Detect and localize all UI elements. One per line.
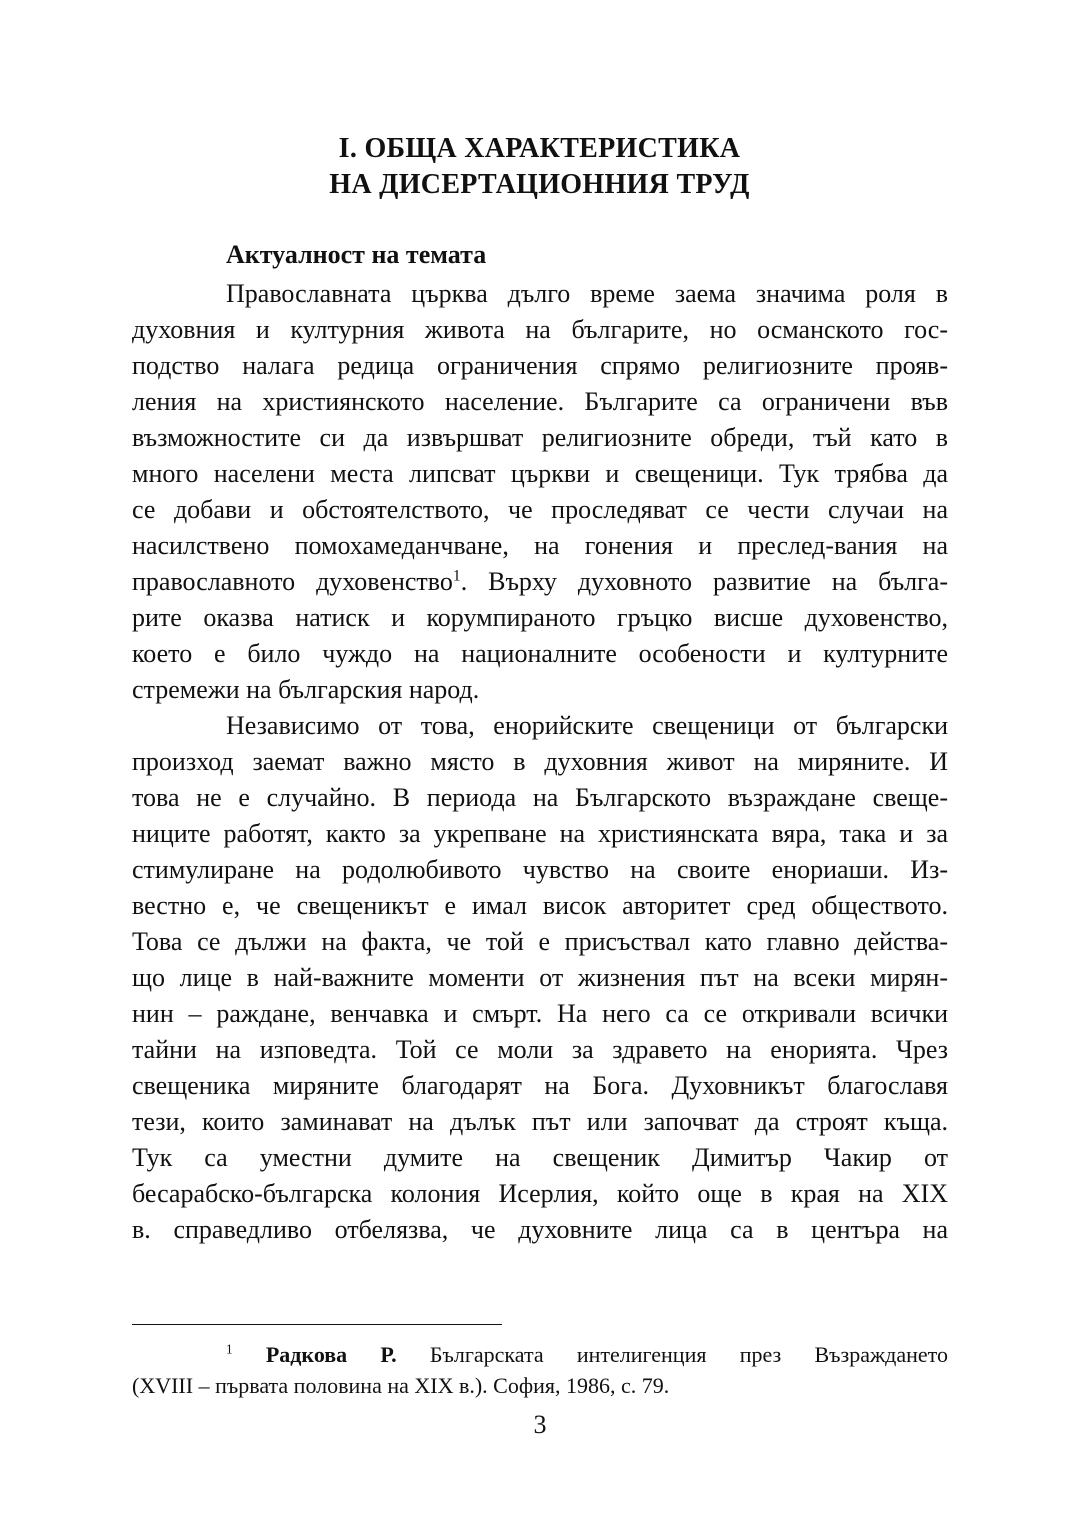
chapter-title-line-1: I. ОБЩА ХАРАКТЕРИСТИКА (338, 133, 741, 164)
body-line: в. справедливо отбелязва, че духовните лица са в центъра на (132, 1215, 948, 1244)
footnote-line-1 (226, 1341, 948, 1369)
footnote-author: Радкова Р. (265, 1342, 397, 1367)
body-line: духовния и културния живота на българите, но османското гос- (132, 315, 948, 344)
body-line: тези, които заминават на дълък път или започват да строят къща. (132, 1107, 948, 1136)
body-line: това не е случайно. В периода на Българското възраждане свеще- (132, 783, 948, 812)
body-line: що лице в най-важните моменти от жизнения път на всеки мирян- (132, 963, 948, 992)
body-line: Това се дължи на факта, че той е присъствал като главно действа- (132, 927, 948, 956)
body-line: Православната църква дълго време заема значима роля в (226, 279, 948, 308)
body-line-with-footnote (132, 567, 948, 597)
footnote-line-2: (XVIII – първата половина на XIX в.). София, 1986, с. 79. (132, 1373, 670, 1398)
body-line: рите оказва натиск и корумпираното гръцко висше духовенство, (132, 603, 948, 632)
body-line: стимулиране на родолюбивото чувство на своите енориаши. Из- (132, 855, 948, 884)
body-line: вестно е, че свещеникът е имал висок авторитет сред обществото. (132, 891, 948, 920)
body-line: което е било чуждо на националните особености и културните (132, 639, 948, 668)
footnote-reference: 1 (452, 567, 461, 585)
chapter-title-line-2: НА ДИСЕРТАЦИОННИЯ ТРУД (329, 169, 750, 200)
body-line: възможностите си да извършват религиозните обреди, тъй като в (132, 423, 948, 452)
body-line: тайни на изповедта. Той се моли за здравето на енорията. Чрез (132, 1035, 948, 1064)
body-line: нин – раждане, венчавка и смърт. На него са се откривали всички (132, 999, 948, 1028)
footnote-marker: 1 (226, 1341, 233, 1357)
body-line: подство налага редица ограничения спрямо религиозните прояв- (132, 351, 948, 380)
body-line: ниците работят, както за укрепване на християнската вяра, така и за (132, 819, 948, 848)
body-line-part: православното духовенство (132, 567, 453, 596)
footnote-text: Българската интелигенция през Възраждането (429, 1342, 949, 1367)
body-line: Тук са уместни думите на свещеник Димитър Чакир от (132, 1143, 948, 1172)
footnote-separator (132, 1324, 502, 1325)
page-number: 3 (533, 1410, 547, 1439)
body-line: Независимо от това, енорийските свещеници от български (226, 711, 948, 740)
body-line: бесарабско-българска колония Исерлия, който още в края на XIX (132, 1179, 948, 1208)
body-line: произход заемат важно място в духовния живот на миряните. И (132, 747, 948, 776)
body-line: свещеника миряните благодарят на Бога. Духовникът благославя (132, 1071, 948, 1100)
section-heading: Актуалност на темата (226, 240, 487, 269)
body-line: насилствено помохамеданчване, на гонения и преслед-вания на (132, 531, 948, 560)
body-line: се добави и обстоятелството, че проследяват се чести случаи на (132, 495, 948, 524)
body-line: много населени места липсват църкви и свещеници. Тук трябва да (132, 459, 948, 488)
body-line-part: . Върху духовното развитие на бълга- (460, 567, 948, 596)
body-line: ления на християнското население. Българите са ограничени във (132, 387, 948, 416)
body-line: стремежи на българския народ. (132, 675, 480, 704)
